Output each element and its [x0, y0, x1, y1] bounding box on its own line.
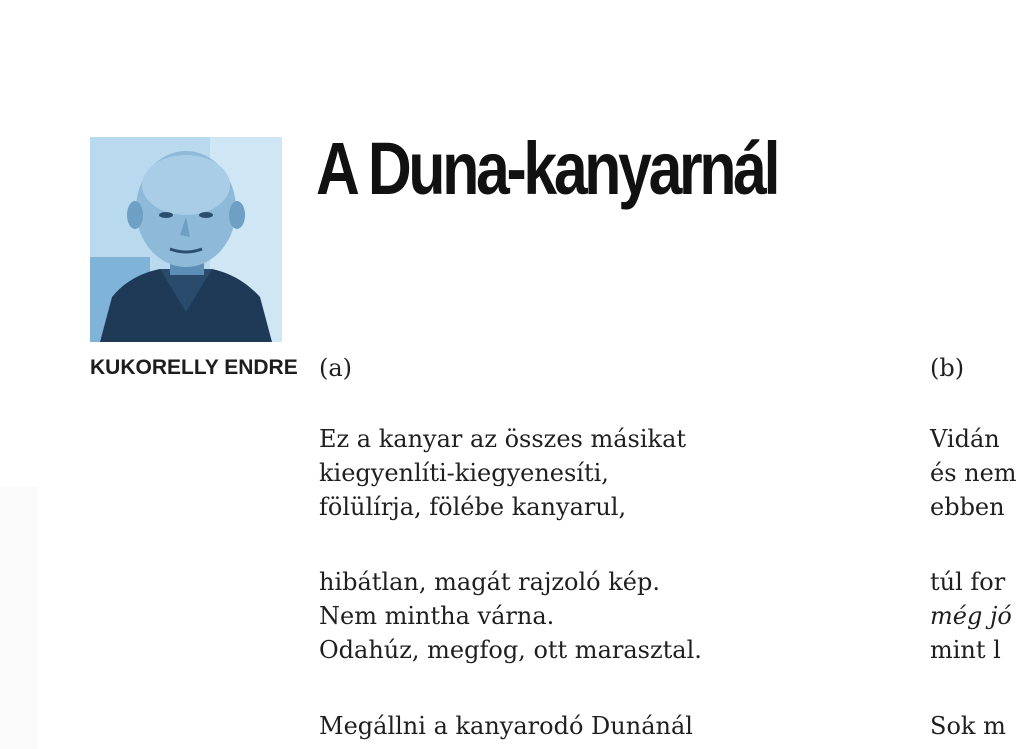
poem-line: túl for	[930, 568, 1006, 596]
poem-line: Vidán	[930, 425, 1000, 453]
poem-line: Nem mintha várna.	[319, 602, 555, 630]
author-portrait-icon	[90, 137, 282, 342]
column-b-stanza-3	[930, 709, 1006, 743]
poem-line: kiegyenlíti-kiegyenesíti,	[319, 459, 609, 487]
poem-line: Sok m	[930, 712, 1006, 740]
poem-line: mint l	[930, 636, 1001, 664]
poem-line: hibátlan, magát rajzoló kép.	[319, 568, 660, 596]
poem-line: ebben	[930, 493, 1005, 521]
poem-line: Ez a kanyar az összes másikat	[319, 425, 687, 453]
column-a-label: (a)	[319, 354, 353, 382]
poem-title: A Duna-kanyarnál	[316, 127, 778, 210]
poem-line: fölülírja, fölébe kanyarul,	[319, 493, 627, 521]
author-name: KUKORELLY ENDRE	[90, 356, 298, 379]
column-b-stanza-1	[930, 422, 1017, 524]
poem-line: Megállni a kanyarodó Dunánál	[319, 712, 693, 740]
column-a-stanza-2	[319, 565, 702, 667]
column-a-stanza-3	[319, 709, 693, 743]
column-a-stanza-1	[319, 422, 686, 524]
author-portrait	[90, 137, 282, 342]
poem-line-italic: még jó	[930, 602, 1012, 630]
page-margin-strip	[0, 487, 38, 749]
column-b-label: (b)	[930, 354, 965, 382]
column-b-stanza-2	[930, 565, 1012, 667]
poem-line: és nem	[930, 459, 1017, 487]
poem-line: Odahúz, megfog, ott marasztal.	[319, 636, 702, 664]
